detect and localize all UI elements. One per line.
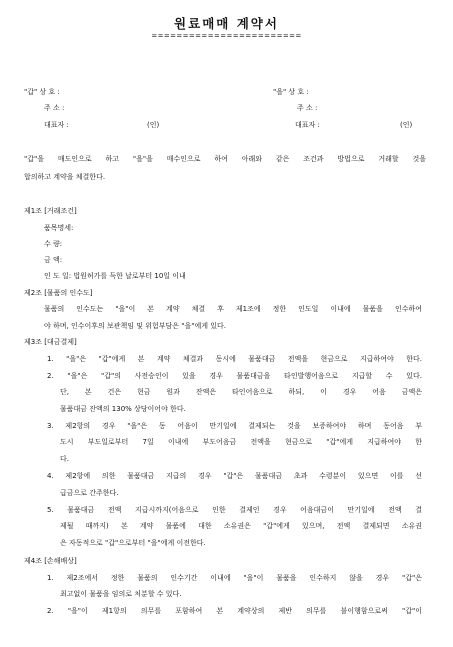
party-b-name-label: "을" 상 호 :	[273, 88, 309, 96]
article-3-item-3-line-3: 다.	[60, 455, 69, 463]
article-3-item-2-line-2: 단, 본 건은 현금 원과 잔액은 타인어음으로 하되, 이 경우 어음 금액은	[60, 388, 422, 396]
intro-line-1: "갑"을 매도인으로 하고 "을"을 매수인으로 하여 아래와 같은 조건과 방법으로 거래할 것을	[24, 155, 426, 163]
article-3-item-4-line-1: 4. 제2항에 의한 물품대금 지급의 경우 "갑"은 물품대금 초과 수령분이 있으면 이를 선	[47, 472, 422, 480]
article-3-item-5-line-3: 은 자동적으로 "갑"으로부터 "을"에게 이전한다.	[60, 539, 206, 547]
article-1-item-name: 품목명세:	[44, 224, 74, 232]
article-3-item-3-line-2: 도시 부도일로부터 7일 이내에 부도어음금 전액을 현금으로 "갑"에게 지급하여야 한	[60, 438, 422, 446]
party-a-name-label: "갑" 상 호 :	[24, 88, 60, 96]
page-title: 원료매매 계약서	[174, 16, 279, 31]
party-a-rep-label: 대표자 :	[44, 121, 69, 129]
article-2-line-1: 물품의 인수도는 "을"이 본 계약 체결 후 제1조에 정한 인도일 이내에 물품을 인수하여	[44, 305, 422, 313]
article-3-item-3-line-1: 3. 제2항의 경우 "을"은 동 어음이 만기일에 결제되는 것을 보증하여야 하며 동어음 부	[47, 422, 422, 430]
article-4-item-1-line-2: 최고없이 물품을 임의로 처분할 수 있다.	[60, 590, 182, 598]
article-4-item-2-line-1: 2. "을"이 제1항의 의무를 포함하여 본 계약상의 제반 의무를 불이행함으로써 "갑"이	[47, 607, 422, 615]
article-3-item-1: 1. "을"은 "갑"에게 본 계약 체결과 동시에 물품대금 전액을 현금으로 지급하여야 한다.	[47, 355, 422, 363]
article-1-amount: 금 액:	[44, 256, 63, 264]
article-3-item-5-line-2: 제될 때까지) 본 계약 물품에 대한 소유권은 "갑"에게 있으며, 전액 결제되면 소유권	[60, 522, 422, 530]
party-b-address-label: 주 소 :	[297, 104, 318, 112]
article-3-item-2-line-3: 물품대금 잔액의 130% 상당이어야 한다.	[60, 405, 186, 413]
article-4-heading: 제4조 [손해배상]	[24, 557, 77, 565]
article-2-heading: 제2조 [물품의 인수도]	[24, 289, 93, 297]
article-3-item-2-line-1: 2. "을"은 "갑"의 사전승인이 있을 경우 물품대금을 타인발행어음으로 지급할 수 있다.	[47, 372, 422, 380]
article-3-item-5-line-1: 5. 물품대금 전액 지급시까지(어음으로 인한 결제인 경우 어음대금이 만기일에 전액 결	[47, 506, 422, 514]
article-4-item-1-line-1: 1. 제2조에서 정한 물품의 인수기간 이내에 "을"이 물품을 인수하지 않을 경우 "갑"은	[47, 574, 422, 582]
article-1-quantity: 수 량:	[44, 240, 63, 248]
article-1-heading: 제1조 [거래조건]	[24, 207, 77, 215]
article-3-heading: 제3조 [대금결제]	[24, 338, 77, 346]
article-1-delivery: 인 도 일: 법원허가를 득한 날로부터 10일 이내	[44, 272, 186, 280]
article-2-line-2: 야 하며, 인수이후의 보관책임 및 위험부담은 "을"에게 있다.	[44, 322, 226, 330]
article-3-item-4-line-2: 급금으로 간주한다.	[60, 489, 119, 497]
party-b-seal: (인)	[400, 121, 413, 129]
title-underline: ========================	[151, 32, 302, 40]
party-a-address-label: 주 소 :	[44, 104, 65, 112]
party-b-rep-label: 대표자 :	[295, 121, 320, 129]
party-a-seal: (인)	[147, 121, 160, 129]
intro-line-2: 합의하고 계약을 체결한다.	[24, 173, 106, 181]
